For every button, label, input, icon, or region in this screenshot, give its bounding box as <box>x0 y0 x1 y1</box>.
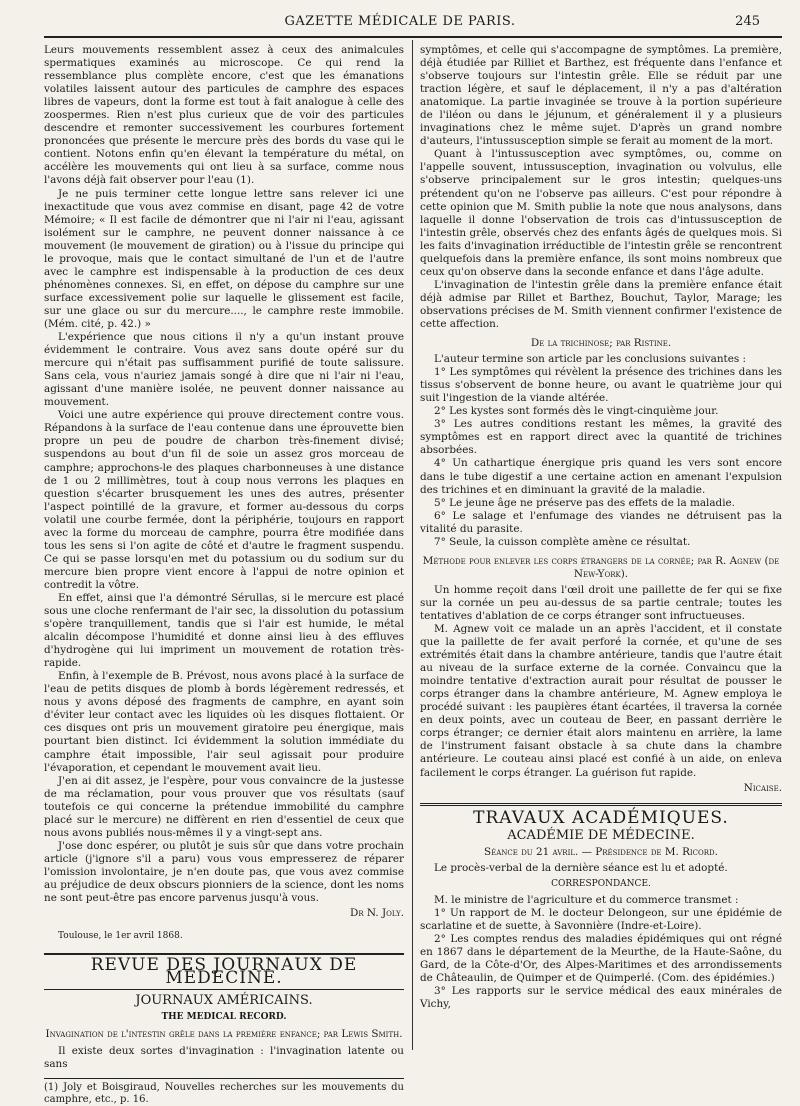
seance-line: Séance du 21 avril. — Présidence de M. Ricord. <box>484 845 718 858</box>
list-item: 7° Seule, la cuisson complète amène ce résultat. <box>434 535 691 548</box>
paragraph: M. Agnew voit ce malade un an après l'accident, et il constate que la paillette de fer avait perforé la cornée, et qu'une de ses extrémités était dans la chambre antérieure, tandis que l'autre était au niveau de la surface externe de la cornée. Convaincu que la moindre tentative d'extraction aurait pour résultat de pousser le corps étranger dans la chambre antérieure, M. Agnew employa le procédé suivant : les paupières étant écartées, il traversa la cornée en deux points, avec un couteau de Beer, en passant derrière le corps étranger; ce dernier était alors maintenu en arrière, la lame de l'instrument faisant obstacle à sa chute dans la chambre antérieure. Le couteau ainsi placé est confié à un aide, on enleva facilement le corps étranger. La guérison fut rapide. <box>420 623 782 779</box>
paragraph: L'invagination de l'intestin grêle dans la première enfance était déjà admise par Rillet et Barthez, Bouchut, Taylor, Marage; les observations précises de M. Smith viennent confirmer l'existence de cette affection. <box>420 278 782 330</box>
column-divider <box>412 40 413 1050</box>
section-rule <box>420 803 782 806</box>
paragraph: L'auteur termine son article par les conclusions suivantes : <box>434 353 747 366</box>
header-rule <box>44 36 782 38</box>
right-column <box>420 44 782 1011</box>
page-header <box>0 14 800 36</box>
paragraph: J'ose donc espérer, ou plutôt je suis sûr que dans votre prochain article (j'ignore s'il a paru) vous vous empresserez de réparer l'omission involontaire, je n'en doute pas, que vous avez commise au préjudice de deux obscurs pionniers de la science, dont les noms ne sont peut-être pas encore parvenus jusqu'à vous. <box>44 839 404 905</box>
travaux-title: TRAVAUX ACADÉMIQUES. <box>473 807 729 828</box>
journal-title: GAZETTE MÉDICALE DE PARIS. <box>284 14 516 29</box>
list-item: 1° Les symptômes qui révèlent la présence des trichines dans les tissus s'observent de bonne heure, ou avant le quatrième jour qui suit l'ingestion de la viande altérée. <box>420 366 782 405</box>
paragraph: Enfin, à l'exemple de B. Prévost, nous avons placé à la surface de l'eau de petits disques de plomb à bords légèrement redressés, et nous y avons déposé des fragments de camphre, en ayant soin d'éviter leur contact avec les liquides où les disques flottaient. Or ces disques ont pris un mouvement giratoire peu énergique, mais pourtant bien distinct. Ici évidemment la solution immédiate du camphre était impossible, l'air seul agissait pour produire l'évaporation, et cependant le mouvement avait lieu. <box>44 670 404 774</box>
list-item: 5° Le jeune âge ne préserve pas des effets de la maladie. <box>434 496 735 509</box>
list-item: 1° Un rapport de M. le docteur Delongeon, sur une épidémie de scarlatine et de suette, à Savonnière (Indre-et-Loire). <box>420 906 782 932</box>
article-title: Invagination de l'intestin grêle dans la première enfance; par Lewis Smith. <box>45 1028 403 1041</box>
paragraph: Voici une autre expérience qui prouve directement contre vous. Répandons à la surface de l'eau contenue dans une éprouvette bien propre un peu de poudre de charbon très-finement divisé; suspendons au bout d'un fil de soie un assez gros morceau de camphre; approchons-le des plaques charbonneuses à une distance de 1 ou 2 millimètres, tout à coup nous verrons les plaques en question s'écarter brusquement les unes des autres, présenter l'aspect pointillé de la gravure, et former au-dessous du corps volatil une courbe fermée, dont la périphérie, toujours en rapport avec la forme du morceau de camphre, pourra être modifiée dans tous les sens si l'on agite de côté et d'autre le fragment suspendu. Ce qui se passe lorsqu'en met du potassium ou du sodium sur du mercure bien propre vient encore à l'appui de notre opinion et contredit la vôtre. <box>44 409 404 591</box>
paragraph: M. le ministre de l'agriculture et du commerce transmet : <box>434 893 739 906</box>
record-title: THE MEDICAL RECORD. <box>161 1012 287 1023</box>
list-item: 3° Les rapports sur le service médical des eaux minérales de Vichy, <box>420 985 782 1011</box>
section-title: De la trichinose; par Ristine. <box>530 337 672 350</box>
footnote: (1) Joly et Boisgiraud, Nouvelles recherches sur les mouvements du camphre, etc., p. 16. <box>44 1078 404 1106</box>
academie-title: ACADÉMIE DE MÉDECINE. <box>507 827 695 843</box>
section-title: Méthode pour enlever les corps étrangers de la cornée; par R. Agnew (de New-York). <box>422 554 780 580</box>
signature: Dr N. Joly. <box>350 907 404 920</box>
revue-header <box>44 953 404 990</box>
list-item: 2° Les kystes sont formés dès le vingt-cinquième jour. <box>434 405 719 418</box>
list-item: 3° Les autres conditions restant les mêmes, la gravité des symptômes est en rapport direct avec la quantité de trichines absorbées. <box>420 418 782 457</box>
list-item: 4° Un cathartique énergique pris quand les vers sont encore dans le tube digestif a une certaine action en amenant l'expulsion des trichines et en diminuant la gravité de la maladie. <box>420 457 782 496</box>
list-item: 2° Les comptes rendus des maladies épidémiques qui ont régné en 1867 dans le département de la Meurthe, de la Haute-Saône, du Gard, de la Côte-d'Or, des Alpes-Maritimes et des arrondissements de Châteaulin, de Quimper et de Quimperlé. (Com. des épidémies.) <box>420 933 782 985</box>
paragraph: symptômes, et celle qui s'accompagne de symptômes. La première, déjà étudiée par Rilliet et Barthez, est fréquente dans l'enfance et s'observe toujours sur l'intestin grêle. Elle se réduit par une traction légère, et sauf le déplacement, il n'y a pas d'altération anatomique. La partie invaginée se trouve à la portion supérieure de l'iléon ou dans le jéjunum, et généralement il y a plusieurs invaginations chez le même sujet. D'après un grand nombre d'auteurs, l'intussusception simple se ferait au moment de la mort. <box>420 44 782 148</box>
page-number: 245 <box>735 14 760 29</box>
paragraph: Leurs mouvements ressemblent assez à ceux des animalcules spermatiques examinés au microscope. Ce qui rend la ressemblance plus complète encore, c'est que les émanations volatiles laissent autour des particules de camphre des espaces libres de vapeurs, dont la forme est tout à fait analogue à celle des zoospermes. Rien n'est plus curieux que de voir des particules descendre et remonter successivement les courbures fortement prononcées que présente le mercure près des bords du vase qui le contient. Notons enfin qu'en élevant la température du métal, on accélère les mouvements qui ont lieu à sa surface, comme nous l'avons déjà fait observer pour l'eau (1). <box>44 44 404 187</box>
paragraph: L'expérience que nous citions il n'y a qu'un instant prouve évidemment le contraire. Vous avez sans doute opéré sur du mercure qui n'était pas suffisamment purifié de toute salissure. Sans cela, vous n'auriez jamais songé à dire que ni l'air ni l'eau, agissant d'une manière isolée, ne peuvent donner naissance au mouvement. <box>44 331 404 409</box>
letter-date: Toulouse, le 1er avril 1868. <box>58 931 183 942</box>
paragraph: J'en ai dit assez, je l'espère, pour vous convaincre de la justesse de ma réclamation, pour vous prouver que vos résultats (sauf toutefois ce qui concerne la prétendue immobilité du camphre placé sur le mercure) ne diffèrent en rien d'essentiel de ceux que nous avons publiés nous-mêmes il y a vingt-sept ans. <box>44 774 404 839</box>
signature: Nicaise. <box>743 781 782 794</box>
journaux-title: JOURNAUX AMÉRICAINS. <box>135 993 313 1009</box>
paragraph: Le procès-verbal de la dernière séance est lu et adopté. <box>434 861 728 874</box>
paragraph: Quant à l'intussusception avec symptômes, ou, comme on l'appelle souvent, intussusception, invagination ou volvulus, elle s'observe principalement sur le gros intestin; quelques-uns prétendent qu'on ne l'observe pas ailleurs. C'est pour répondre à cette opinion que M. Smith publie la note que nous analysons, dans laquelle il donne l'observation de trois cas d'intussusception de l'intestin grêle, observés chez des enfants âgés de quelques mois. Si les faits d'invagination irréductible de l'intestin grêle se rencontrent quelquefois dans la première enfance, ils sont moins nombreux que ceux qu'on observe dans la seconde enfance et dans l'âge adulte. <box>420 148 782 278</box>
correspondance-title: CORRESPONDANCE. <box>551 878 651 889</box>
revue-title: REVUE DES JOURNAUX DE MÉDECINE. <box>90 955 358 989</box>
paragraph: Un homme reçoit dans l'œil droit une paillette de fer qui se fixe sur la cornée un peu au-dessus de sa partie centrale; toutes les tentatives d'ablation de ce corps étranger sont infructueuses. <box>420 583 782 622</box>
paragraph: En effet, ainsi que l'a démontré Sérullas, si le mercure est placé sous une cloche renfermant de l'air sec, la dissolution du potassium s'opère tranquillement, tandis que si l'air est humide, le métal alcalin décompose l'humidité et donne ainsi lieu à des effluves d'hydrogène qui lui impriment un mouvement de rotation très-rapide. <box>44 591 404 670</box>
paragraph: Il existe deux sortes d'invagination : l'invagination latente ou sans <box>44 1045 404 1071</box>
list-item: 6° Le salage et l'enfumage des viandes ne détruisent pas la vitalité du parasite. <box>420 509 782 535</box>
paragraph: Je ne puis terminer cette longue lettre sans relever ici une inexactitude que vous avez commise en disant, page 42 de votre Mémoire; « Il est facile de démontrer que ni l'air ni l'eau, agissant isolément sur le camphre, ne peuvent donner naissance à ce mouvement (le mouvement de giration) ou à l'issue du principe qui le provoque, mais que le contact simultané de l'un et de l'autre avec le camphre est indispensable à la production de ces deux phénomènes connexes. Si, en effet, on dépose du camphre sur une surface excessivement polie sur laquelle le glissement est facile, sur une glace ou sur du mercure...., le camphre reste immobile. (Mém. cité, p. 42.) » <box>44 187 404 330</box>
left-column <box>44 44 404 1106</box>
